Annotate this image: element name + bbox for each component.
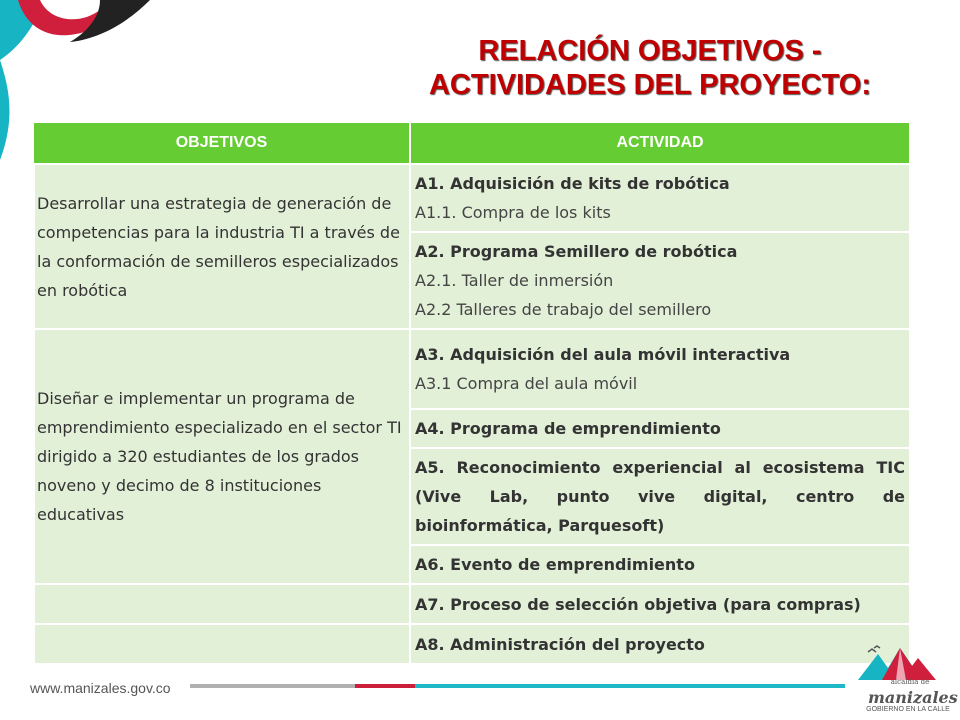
activity-a1-title: A1. Adquisición de kits de robótica <box>415 174 730 193</box>
activity-cell-a1 <box>410 164 910 232</box>
activity-a7-title: A7. Proceso de selección objetiva (para compras) <box>415 594 861 614</box>
activity-a3-title: A3. Adquisición del aula móvil interactiva <box>415 345 791 364</box>
activity-cell-a6 <box>410 545 910 584</box>
activity-a5-title: A5. Reconocimiento experiencial al ecosistema TIC (Vive Lab, punto vive digital, centro de bioinformática, Parquesoft) <box>415 458 905 535</box>
activity-a2-sub2: A2.2 Talleres de trabajo del semillero <box>415 300 712 319</box>
activity-a4-title: A4. Programa de emprendimiento <box>415 419 721 438</box>
table-row <box>34 329 910 409</box>
header-objetivos: OBJETIVOS <box>34 123 410 164</box>
objective-cell-2: Diseñar e implementar un programa de emprendimiento especializado en el sector TI dirigido a 320 estudiantes de los grados noveno y decimo de 8 instituciones educativas <box>34 329 410 584</box>
footer-bar-teal <box>415 684 845 688</box>
activity-cell-a2 <box>410 232 910 329</box>
header-actividad: ACTIVIDAD <box>410 123 910 164</box>
activity-cell-a7 <box>410 584 910 624</box>
objective-cell-empty-1 <box>34 584 410 624</box>
activity-cell-a5 <box>410 448 910 545</box>
activity-cell-a4 <box>410 409 910 448</box>
table-row <box>34 164 910 232</box>
slide-title-line2: ACTIVIDADES DEL PROYECTO: <box>428 69 872 101</box>
table-row <box>34 624 910 664</box>
logo-slogan: GOBIERNO EN LA CALLE <box>866 706 950 713</box>
activity-a6-title: A6. Evento de emprendimiento <box>415 555 695 574</box>
activity-cell-a8 <box>410 624 910 664</box>
logo-name <box>868 678 958 707</box>
logo-top-text: alcaldía de <box>890 678 930 686</box>
activity-a1-sub1: A1.1. Compra de los kits <box>415 203 611 222</box>
slide-title-line1: RELACIÓN OBJETIVOS - <box>478 35 822 67</box>
logo-name-text: manizales <box>868 688 958 707</box>
table-row <box>34 584 910 624</box>
footer-bar-red <box>355 684 415 688</box>
objective-cell-1: Desarrollar una estrategia de generación de competencias para la industria TI a través de la conformación de semilleros especializados en robótica <box>34 164 410 329</box>
objective-cell-empty-2 <box>34 624 410 664</box>
table-header-row <box>34 123 910 164</box>
activity-a3-sub1: A3.1 Compra del aula móvil <box>415 374 638 393</box>
footer-bar-gray <box>190 684 355 688</box>
activity-a8-title: A8. Administración del proyecto <box>415 634 705 654</box>
slide-title <box>360 34 940 102</box>
activity-a2-sub1: A2.1. Taller de inmersión <box>415 271 614 290</box>
footer-url: www.manizales.gov.co <box>30 680 171 696</box>
activity-cell-a3 <box>410 329 910 409</box>
activity-a2-title: A2. Programa Semillero de robótica <box>415 242 738 261</box>
objectives-activities-table <box>33 123 911 665</box>
